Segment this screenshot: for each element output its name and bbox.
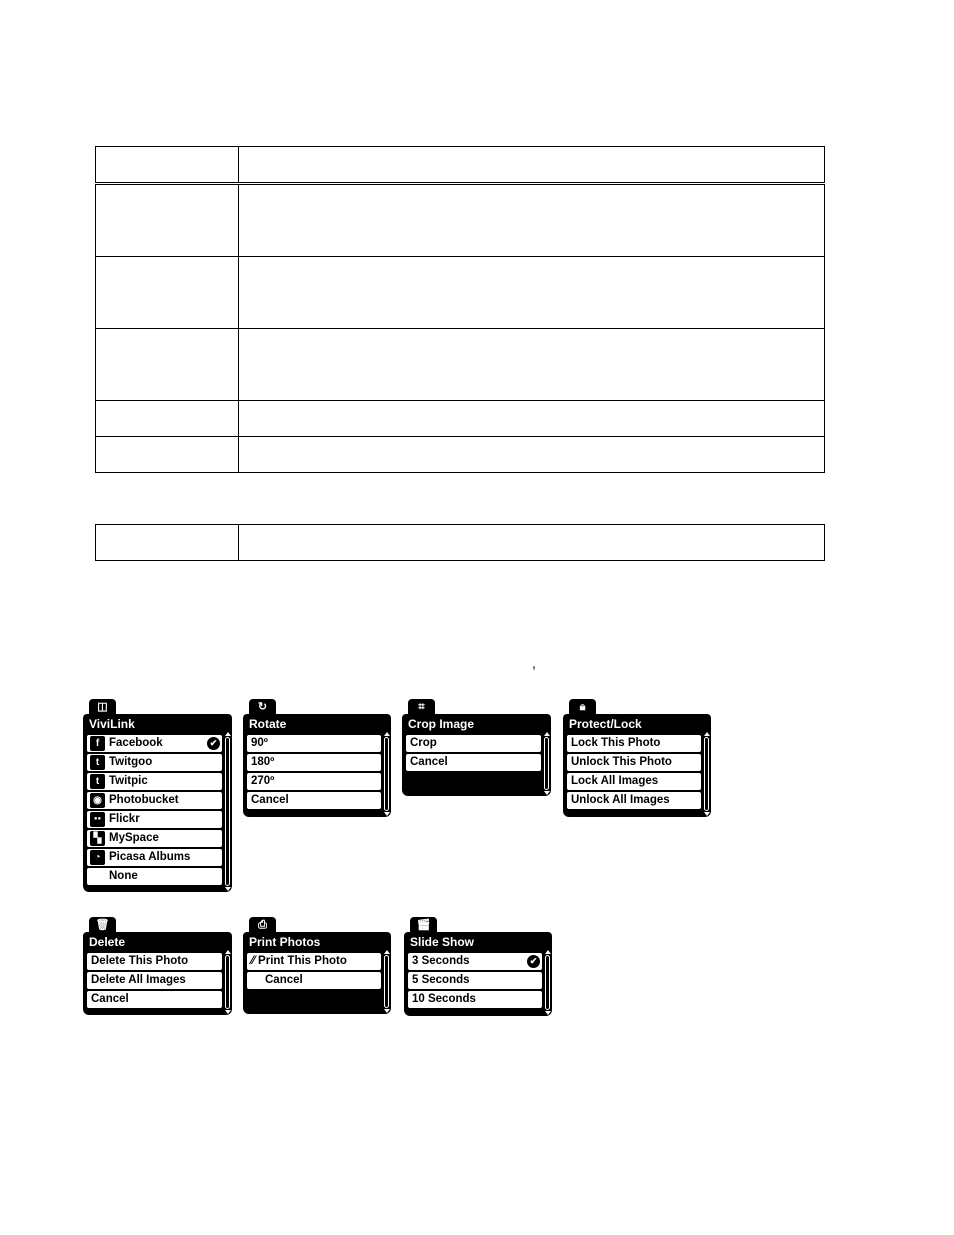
twitpic-icon: t (90, 774, 105, 789)
menu-item-270[interactable] (247, 773, 381, 790)
menu-item-cancel[interactable] (247, 972, 381, 989)
table-cell (96, 257, 239, 329)
vivilink-menu (83, 699, 232, 892)
menu-item-label: Crop (410, 737, 437, 749)
menu-item-label: Lock This Photo (571, 737, 661, 749)
menu-item-cancel[interactable] (247, 792, 381, 809)
table-cell (96, 184, 239, 257)
single-row-table (95, 524, 825, 561)
table-row (96, 525, 825, 561)
check-icon: ✔ (207, 737, 220, 750)
menu-item-label: Unlock All Images (571, 794, 670, 806)
vivilink-icon: ◫ (97, 701, 108, 713)
menu-item-label: Photobucket (109, 794, 179, 806)
table-cell (96, 401, 239, 437)
crop-image-menu (402, 699, 551, 796)
menu-item-unlock-all-images[interactable] (567, 792, 701, 809)
rotate-menu (243, 699, 391, 817)
scrollbar[interactable] (225, 955, 230, 1009)
slide-show-menu (404, 917, 552, 1016)
table-cell (239, 184, 825, 257)
check-icon: ✔ (527, 955, 540, 968)
table-cell (239, 329, 825, 401)
menu-item-label: Flickr (109, 813, 140, 825)
menu-items (87, 953, 222, 1010)
menu-item-label: MySpace (109, 832, 159, 844)
menu-items (247, 953, 381, 991)
menu-title: ViviLink (89, 717, 135, 731)
menu-item-picasa-albums[interactable] (87, 849, 222, 866)
scrollbar[interactable] (544, 737, 549, 790)
flickr-icon: ●● (90, 812, 105, 827)
menu-title: Crop Image (408, 717, 475, 731)
menu-item-flickr[interactable] (87, 811, 222, 828)
menu-item-facebook[interactable] (87, 735, 222, 752)
menu-item-label: 270º (251, 775, 275, 787)
menu-item-label: Unlock This Photo (571, 756, 672, 768)
menu-item-10-seconds[interactable] (408, 991, 542, 1008)
crop-icon: ⌗ (418, 701, 425, 713)
lock-icon: 🔒︎ (579, 701, 586, 713)
menu-item-unlock-this-photo[interactable] (567, 754, 701, 771)
menu-title: Slide Show (410, 935, 475, 949)
menu-item-3-seconds[interactable] (408, 953, 542, 970)
table-row (96, 257, 825, 329)
table-row (96, 437, 825, 473)
menu-item-180[interactable] (247, 754, 381, 771)
myspace-icon: ▚ (90, 831, 105, 846)
print-photos-menu (243, 917, 391, 1014)
menu-item-label: 5 Seconds (412, 974, 470, 986)
menu-item-label: 3 Seconds (412, 955, 470, 967)
menu-item-print-this-photo[interactable] (247, 953, 381, 970)
protect-lock-menu (563, 699, 711, 817)
menu-item-label: Twitgoo (109, 756, 153, 768)
scrollbar[interactable] (225, 737, 230, 886)
table-cell (239, 437, 825, 473)
menu-title: Delete (89, 935, 126, 949)
printer-icon: ⎙ (258, 919, 267, 931)
menu-item-label: Cancel (410, 756, 448, 768)
table-cell (239, 257, 825, 329)
table-cell (96, 329, 239, 401)
twitgoo-icon: t (90, 755, 105, 770)
menu-item-cancel[interactable] (87, 991, 222, 1008)
scrollbar[interactable] (384, 955, 389, 1008)
menu-item-none[interactable] (87, 868, 222, 885)
menu-item-cancel[interactable] (406, 754, 541, 771)
settings-table (95, 146, 825, 473)
menu-item-label: 180º (251, 756, 275, 768)
menu-title: Rotate (249, 717, 287, 731)
menu-item-label: Twitpic (109, 775, 148, 787)
menu-items (567, 735, 701, 811)
menu-item-delete-all-images[interactable] (87, 972, 222, 989)
menu-item-label: Lock All Images (571, 775, 659, 787)
table-cell (96, 525, 239, 561)
scrollbar[interactable] (704, 737, 709, 811)
picasa-icon: ◔ (90, 850, 105, 865)
menu-item-label: None (109, 870, 138, 882)
menu-item-label: 10 Seconds (412, 993, 476, 1005)
slideshow-icon: 🎬︎ (416, 919, 431, 931)
table-cell (96, 147, 239, 184)
menu-item-myspace[interactable] (87, 830, 222, 847)
delete-menu (83, 917, 232, 1015)
table-cell (239, 525, 825, 561)
menu-item-label: Cancel (265, 974, 303, 986)
table-cell (239, 401, 825, 437)
menu-items (408, 953, 542, 1010)
scrollbar[interactable] (384, 737, 389, 811)
facebook-icon: f (90, 736, 105, 751)
menu-items (247, 735, 381, 811)
menu-title: Protect/Lock (569, 717, 642, 731)
menu-items (406, 735, 541, 773)
menu-item-5-seconds[interactable] (408, 972, 542, 989)
photobucket-icon: ◉ (90, 793, 105, 808)
pictbridge-icon: ⁄⁄ (251, 955, 259, 967)
menu-item-delete-this-photo[interactable] (87, 953, 222, 970)
menu-item-label: Cancel (91, 993, 129, 1005)
menu-item-crop[interactable] (406, 735, 541, 752)
trash-icon: 🗑︎ (95, 919, 110, 931)
menu-item-label: Picasa Albums (109, 851, 191, 863)
menu-item-twitpic[interactable] (87, 773, 222, 790)
table-row (96, 184, 825, 257)
stray-mark: , (532, 655, 536, 671)
table-cell (239, 147, 825, 184)
menu-item-twitgoo[interactable] (87, 754, 222, 771)
table-row (96, 329, 825, 401)
table-cell (96, 437, 239, 473)
scrollbar[interactable] (545, 955, 550, 1010)
menu-item-90[interactable] (247, 735, 381, 752)
menu-item-label: Facebook (109, 737, 163, 749)
menu-title: Print Photos (249, 935, 321, 949)
menu-item-label: Cancel (251, 794, 289, 806)
menu-item-label: Delete This Photo (91, 955, 189, 967)
menu-item-photobucket[interactable] (87, 792, 222, 809)
menu-item-lock-this-photo[interactable] (567, 735, 701, 752)
menu-item-label: Delete All Images (91, 974, 186, 986)
menu-items (87, 735, 222, 887)
table-header-row (96, 147, 825, 184)
menu-item-label: Print This Photo (258, 955, 347, 967)
table-row (96, 401, 825, 437)
rotate-icon: ↻ (257, 701, 268, 713)
menu-item-lock-all-images[interactable] (567, 773, 701, 790)
menu-item-label: 90º (251, 737, 268, 749)
